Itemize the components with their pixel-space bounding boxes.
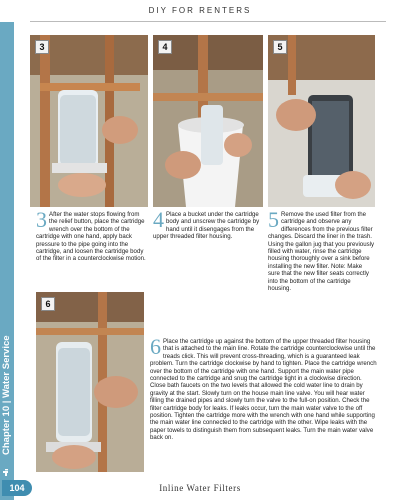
step-6-badge: 6 [41,297,55,311]
step-4-photo [153,35,263,207]
bucket-unscrew-illustration [153,35,263,207]
step-5-caption [268,207,375,293]
header-rule [30,21,386,22]
step-5-drop-number: 5 [268,207,279,232]
step-5-photo [268,35,375,207]
step-6-text: Place the cartridge up against the bottom of the upper threaded filter housing that is attached to the main line. Rotate the cartridge counterclockwise until the treads click. This will prevent cross-threading, which is a guaranteed leak problem. Turn the cartridge clockwise by hand to tighten. Place the cartridge wrench over the bottom of the cartridge with one hand. Support the main water pipe connected to the cartridge and snug the cartridge tight in a clockwise direction. Close bath faucets on the two levels that allowed the cold water line to drain by gravity at the start. Slowly turn on the house main line valve. You will hear water filling the drained pipes and slowly turn the valve to the full-on position. Check the filter cartridge body for leaks. If leaks occur, turn the main water valve to the off position. Tighten the cartridge more with the wrench with one hand while supporting the main water line connected to the cartridge with the other. Wipe leaks with the paper towels to distinguish them from subsequent leaks. Turn the main water valve back on. [150,338,377,442]
reinstall-cartridge-illustration [36,292,144,472]
step-6-drop-number: 6 [150,334,161,359]
faucet-icon [2,468,12,478]
section-label: Water Service [1,335,12,398]
page-number: 104 [2,480,32,496]
step-5-badge: 5 [273,40,287,54]
step-3-drop-number: 3 [36,207,47,232]
step-6-photo [36,292,144,472]
step-3-photo [30,35,148,207]
step-3-badge: 3 [35,40,49,54]
chapter-label: Chapter 10 [1,405,12,455]
step-4-caption [153,207,263,241]
step-3-caption [36,207,146,263]
filter-housing-illustration [30,35,148,207]
chapter-side-label [1,185,13,455]
step-6-caption [150,334,378,442]
running-header: DIY FOR RENTERS [148,6,252,15]
used-filter-illustration [268,35,375,207]
step-4-badge: 4 [158,40,172,54]
step-4-drop-number: 4 [153,207,164,232]
step-5-text: Remove the used filter from the cartridge and observe any differences from the previous filter changes. Discard the liner in the trash. Using the gallon jug that you previously filled with water, rinse the cartridge housing thoroughly over a sink before installing the new filter. Note: Make sure that the new filter seats correctly into the bottom of the cartridge housing. [268,211,375,293]
step-4-text: Place a bucket under the cartridge body and unscrew the cartridge by hand until it disengages from the upper threaded filter housing. [153,211,260,241]
running-footer: Inline Water Filters [159,483,241,493]
chapter-separator: | [1,400,12,404]
step-3-text: After the water stops flowing from the relief button, place the cartridge wrench over the bottom of the cartridge with one hand, apply back pressure to the pipe going into the cartridge, and loosen the cartridge body of the filter in a counterclockwise motion. [36,211,146,263]
